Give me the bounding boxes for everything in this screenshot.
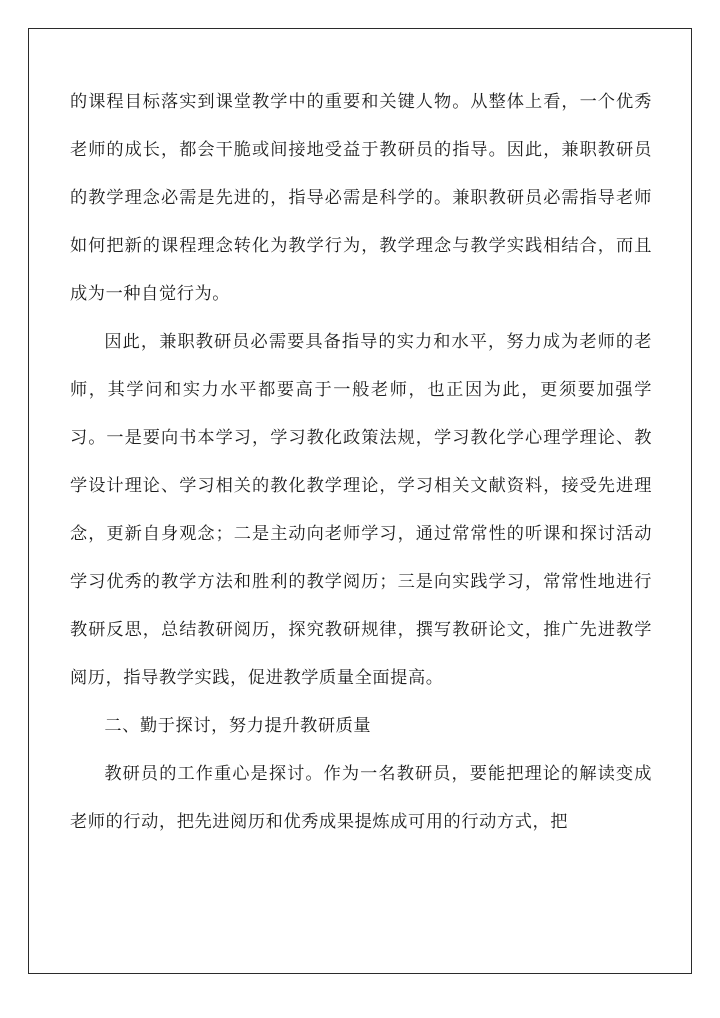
paragraph-2: 因此，兼职教研员必需要具备指导的实力和水平，努力成为老师的老师，其学问和实力水平都要高于一般老师，也正因为此，更须要加强学习。一是要向书本学习，学习教化政策法规，学习教化学心理学理论、教学设计理论、学习相关的教化教学理论，学习相关文献资料，接受先进理念，更新自身观念；二是主动向老师学习，通过常常性的听课和探讨活动学习优秀的教学方法和胜利的教学阅历；三是向实践学习，常常性地进行教研反思，总结教研阅历，探究教研规律，撰写教研论文，推广先进教学阅历，指导教学实践，促进教学质量全面提高。 xyxy=(70,332,652,688)
document-text-body xyxy=(70,78,652,846)
paragraph-1: 的课程目标落实到课堂教学中的重要和关键人物。从整体上看，一个优秀老师的成长，都会干脆或间接地受益于教研员的指导。因此，兼职教研员的教学理念必需是先进的，指导必需是科学的。兼职教研员必需指导老师如何把新的课程理念转化为教学行为，教学理念与教学实践相结合，而且成为一种自觉行为。 xyxy=(70,92,652,304)
paragraph-4: 教研员的工作重心是探讨。作为一名教研员，要能把理论的解读变成老师的行动，把先进阅历和优秀成果提炼成可用的行动方式，把 xyxy=(70,764,652,832)
paragraph-heading-2: 二、勤于探讨，努力提升教研质量 xyxy=(104,716,372,736)
